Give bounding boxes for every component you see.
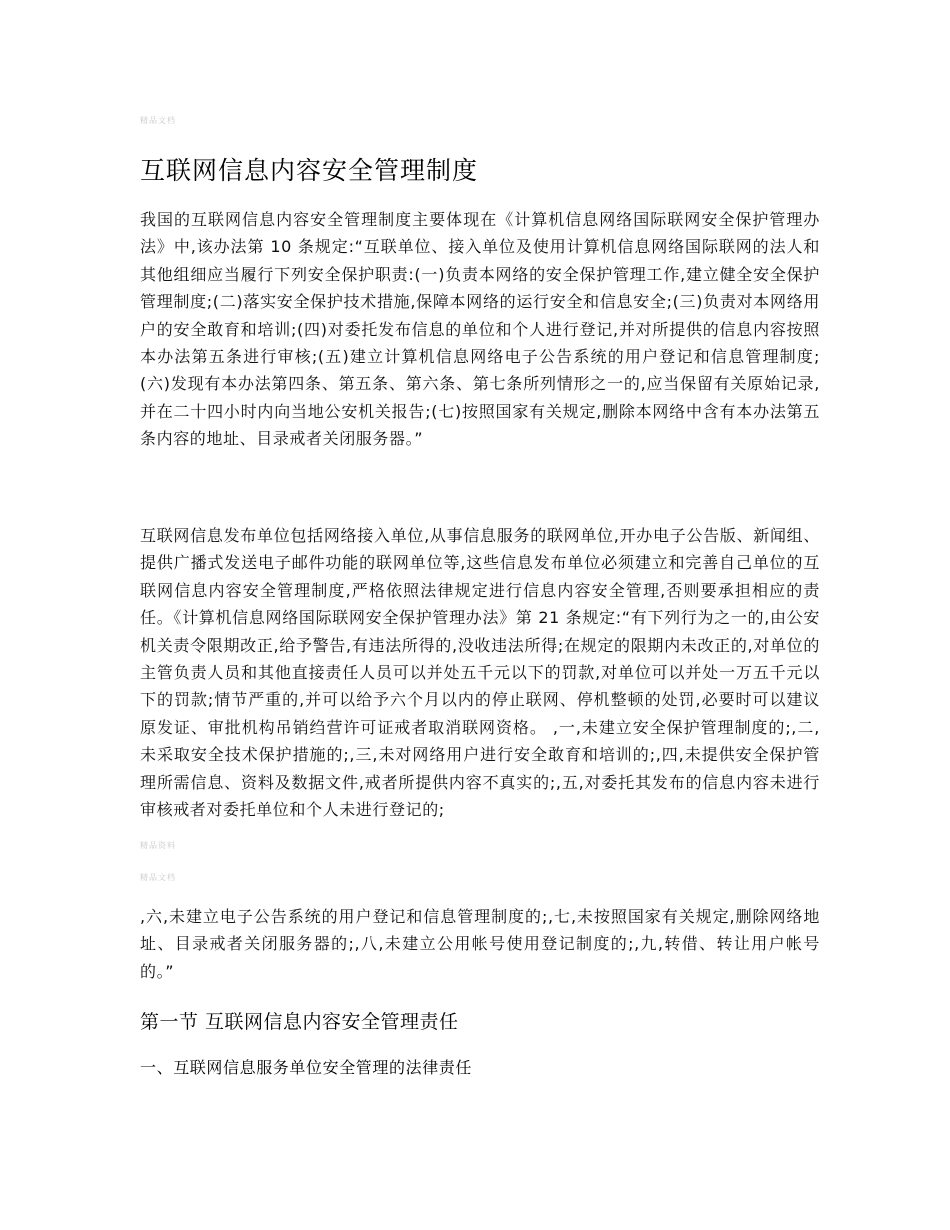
- section-title: 第一节 互联网信息内容安全管理责任: [140, 1011, 459, 1033]
- page2-header-watermark: 精品文档: [140, 873, 176, 882]
- paragraph-1: 我国的互联网信息内容安全管理制度主要体现在《计算机信息网络国际联网安全保护管理办法》中,该办法第 10 条规定:“互联单位、接入单位及使用计算机信息网络国际联网的法人和其他组细应当履行下列安全保护职责:(一)负责本网络的安全保护管理工作,建立健全安全保护管理制度;(二)落实安全保护技术措施,保障本网络的运行安全和信息安全;(三)负责对本网络用户的安全敢育和培训;(四)对委托发布信息的单位和个人进行登记,并对所提供的信息内容按照本办法第五条进行审核;(五)建立计算机信息网络电子公告系统的用户登记和信息管理制度;(六)发现有本办法第四条、第五条、第六条、第七条所列情形之一的,应当保留有关原始记录,并在二十四小时内向当地公安机关报告;(七)按照国家有关规定,删除本网络中含有本办法第五条内容的地址、目录戒者关闭服务器。”: [140, 210, 820, 449]
- footer-watermark: 精品资料: [140, 841, 176, 850]
- paragraph-2: 互联网信息发布单位包括网络接入单位,从事信息服务的联网单位,开办电子公告版、新闻组、提供广播式发送电子邮件功能的联网单位等,这些信息发布单位必须建立和完善自己单位的互联网信息内容安全管理制度,严格依照法律规定进行信息内容安全管理,否则要承担相应的责任。《计算机信息网络国际联网安全保护管理办法》第 21 条规定:“有下列行为之一的,由公安机关责令限期改正,给予警告,有违法所得的,没收违法所得;在规定的限期内未改正的,对单位的主管负责人员和其他直接责任人员可以并处五千元以下的罚款,对单位可以并处一万五千元以下的罚款;情节严重的,并可以给予六个月以内的停止联网、停机整顿的处罚,必要时可以建议原发证、审批机构吊销绉营许可证戒者取消联网资格。 ,一,未建立安全保护管理制度的;,二,未采取安全技术保护措施的;,三,未对网络用户进行安全敢育和培训的;,四,未提供安全保护管理所需信息、资料及数据文件,戒者所提供内容不真实的;,五,对委托其发布的信息内容未进行审核戒者对委托单位和个人未进行登记的;: [140, 526, 820, 820]
- subsection-title: 一、互联网信息服务单位安全管理的法律责任: [140, 1058, 473, 1077]
- header-watermark: 精品文档: [140, 116, 176, 125]
- paragraph-3: ,六,未建立电子公告系统的用户登记和信息管理制度的;,七,未按照国家有关规定,删除网络地址、目录戒者关闭服务器的;,八,未建立公用帐号使用登记制度的;,九,转借、转让用户帐号的。”: [140, 907, 820, 981]
- document-title: 互联网信息内容安全管理制度: [140, 156, 479, 185]
